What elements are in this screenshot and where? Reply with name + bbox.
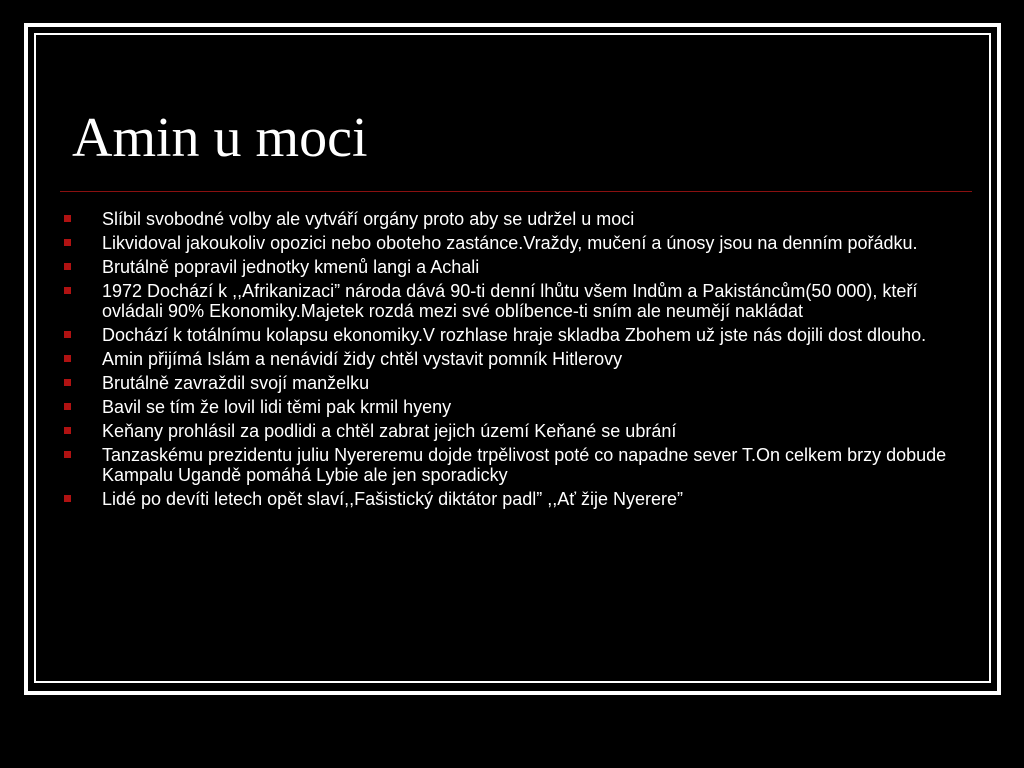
bullet-text: Slíbil svobodné volby ale vytváří orgány proto aby se udržel u moci bbox=[102, 209, 635, 229]
bullet-item bbox=[62, 445, 972, 485]
square-bullet-icon bbox=[64, 215, 71, 222]
bullet-text: 1972 Dochází k ,,Afrikanizaci” národa dává 90-ti denní lhůtu všem Indům a Pakistáncům(50 000), kteří ovládali 90% Ekonomiky.Majetek rozdá mezi své oblíbence-ti sním ale neumějí nakládat bbox=[102, 281, 918, 321]
bullet-item bbox=[62, 421, 972, 441]
square-bullet-icon bbox=[64, 403, 71, 410]
bullet-text: Tanzaskému prezidentu juliu Nyereremu dojde trpělivost poté co napadne sever T.On celkem brzy dobude Kampalu Ugandě pomáhá Lybie ale jen sporadicky bbox=[102, 445, 947, 485]
square-bullet-icon bbox=[64, 239, 71, 246]
square-bullet-icon bbox=[64, 451, 71, 458]
square-bullet-icon bbox=[64, 263, 71, 270]
square-bullet-icon bbox=[64, 355, 71, 362]
bullet-text: Lidé po devíti letech opět slaví,,Fašistický diktátor padl” ,,Ať žije Nyerere” bbox=[102, 489, 684, 509]
bullet-item bbox=[62, 349, 972, 369]
bullet-item bbox=[62, 209, 972, 229]
bullet-list bbox=[62, 209, 972, 513]
bullet-text: Likvidoval jakoukoliv opozici nebo oboteho zastánce.Vraždy, mučení a únosy jsou na denním pořádku. bbox=[102, 233, 918, 253]
bullet-item bbox=[62, 325, 972, 345]
square-bullet-icon bbox=[64, 495, 71, 502]
bullet-item bbox=[62, 373, 972, 393]
title-divider bbox=[60, 191, 972, 192]
square-bullet-icon bbox=[64, 379, 71, 386]
bullet-item bbox=[62, 489, 972, 509]
bullet-text: Bavil se tím že lovil lidi těmi pak krmil hyeny bbox=[102, 397, 452, 417]
bullet-text: Amin přijímá Islám a nenávidí židy chtěl vystavit pomník Hitlerovy bbox=[102, 349, 623, 369]
square-bullet-icon bbox=[64, 287, 71, 294]
bullet-item bbox=[62, 257, 972, 277]
bullet-text: Brutálně popravil jednotky kmenů langi a Achali bbox=[102, 257, 480, 277]
bullet-item bbox=[62, 397, 972, 417]
square-bullet-icon bbox=[64, 331, 71, 338]
slide-title: Amin u moci bbox=[72, 107, 368, 169]
bullet-item bbox=[62, 233, 972, 253]
bullet-text: Keňany prohlásil za podlidi a chtěl zabrat jejich území Keňané se ubrání bbox=[102, 421, 677, 441]
bullet-text: Dochází k totálnímu kolapsu ekonomiky.V rozhlase hraje skladba Zbohem už jste nás dojili dost dlouho. bbox=[102, 325, 927, 345]
square-bullet-icon bbox=[64, 427, 71, 434]
bullet-item bbox=[62, 281, 972, 321]
bullet-text: Brutálně zavraždil svojí manželku bbox=[102, 373, 370, 393]
